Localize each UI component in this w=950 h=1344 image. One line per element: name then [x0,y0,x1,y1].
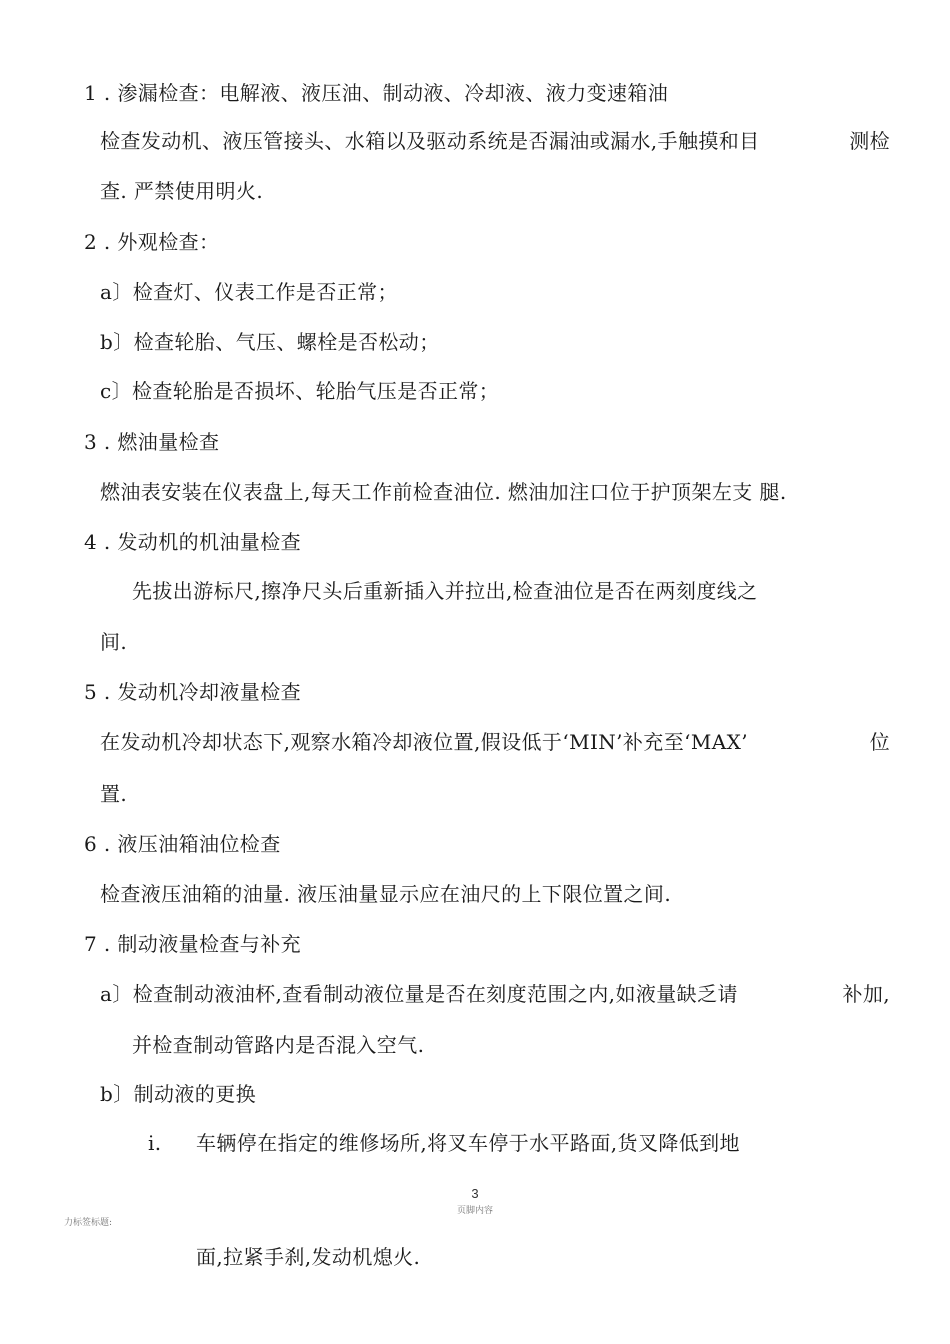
section-6-heading: 6 . 液压油箱油位检查 [84,832,281,856]
list-item-b: b〕检查轮胎、气压、螺栓是否松动； [100,330,440,354]
section-1-heading: 1 . 渗漏检查：电解液、液压油、制动液、冷却液、液力变速箱油 [84,81,669,105]
section-4-paragraph-line-2: 间. [100,630,128,654]
section-4-heading: 4 . 发动机的机油量检查 [84,530,301,554]
list-item-c: c〕检查轮胎是否损坏、轮胎气压是否正常； [100,379,500,403]
footer-text: 页脚内容 [456,1206,493,1216]
list-item-a: a〕检查灯、仪表工作是否正常； [100,280,398,304]
section-6-paragraph: 检查液压油箱的油量. 液压油量显示应在油尺的上下限位置之间. [100,882,672,906]
section-5-heading: 5 . 发动机冷却液量检查 [84,680,301,704]
text-segment: a〕检查制动液油杯,查看制动液位量是否在刻度范围之内,如液量缺乏请 [100,982,738,1006]
section-2-heading: 2 . 外观检查： [84,230,220,254]
page-number: 3 [471,1186,479,1201]
list-item-7b: b〕制动液的更换 [100,1082,257,1106]
section-7-heading: 7 . 制动液量检查与补充 [84,932,301,956]
sub-item-number: i. [148,1131,162,1155]
section-4-paragraph-line-1: 先拔出游标尺,擦净尺头后重新插入并拉出,检查油位是否在两刻度线之 [132,579,758,603]
list-item-7a-line-2: 并检查制动管路内是否混入空气. [132,1033,425,1057]
text-segment: 补加, [842,982,890,1006]
sub-item-text-line-2: 面,拉紧手刹,发动机熄火. [196,1245,421,1269]
section-5-paragraph-line-1 [100,728,890,756]
sub-item-text-line-1: 车辆停在指定的维修场所,将叉车停于水平路面,货叉降低到地 [196,1131,740,1155]
text-segment: 在发动机冷却状态下,观察水箱冷却液位置,假设低于‘MIN’补充至‘MAX’ [100,730,748,754]
text-segment: 位 [869,730,890,754]
section-1-paragraph-line-2: 查. 严禁使用明火. [100,179,264,203]
text-segment: 测检 [849,129,890,153]
section-3-heading: 3 . 燃油量检查 [84,430,220,454]
section-5-paragraph-line-2: 置. [100,782,128,806]
section-1-paragraph-line-1 [100,127,890,155]
list-item-7a-line-1 [100,980,890,1008]
header-tag-label: 力标签标题: [64,1218,113,1228]
text-segment: 检查发动机、液压管接头、水箱以及驱动系统是否漏油或漏水,手触摸和目 [100,129,760,153]
section-3-paragraph: 燃油表安装在仪表盘上,每天工作前检查油位. 燃油加注口位于护顶架左支 腿. [100,480,787,504]
